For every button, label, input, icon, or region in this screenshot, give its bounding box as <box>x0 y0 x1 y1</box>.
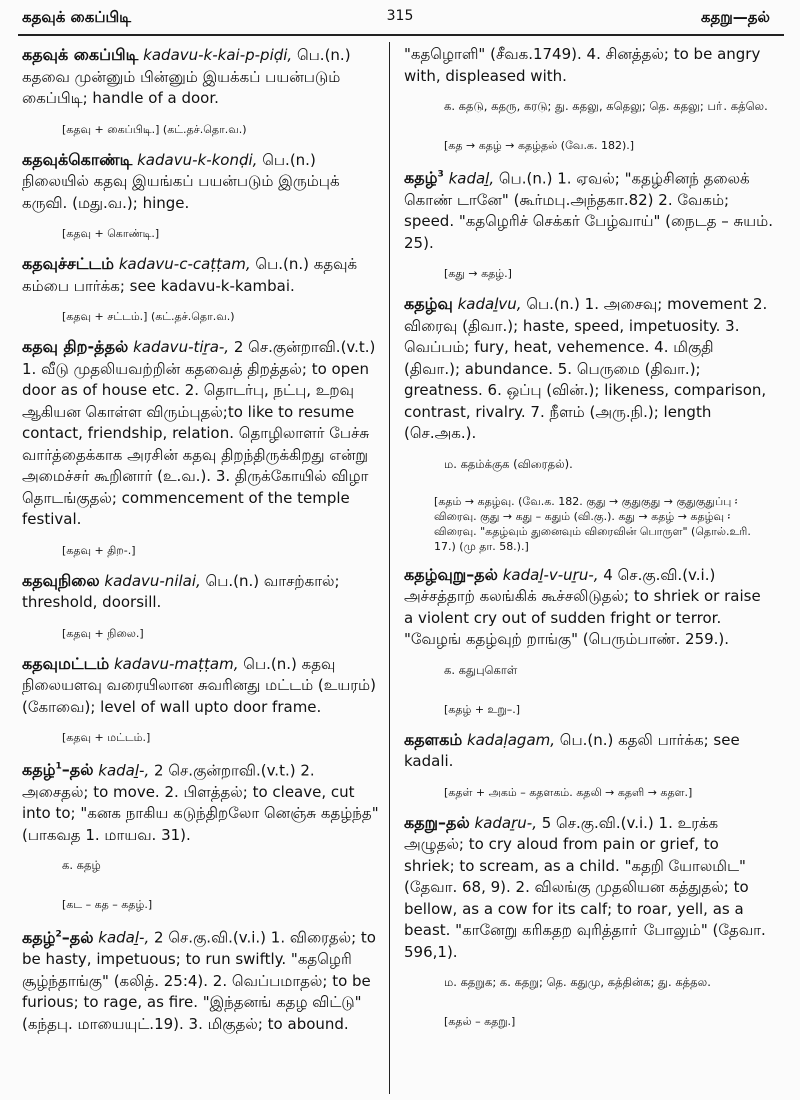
entry-definition: 2 செ.கு.வி.(v.i.) 1. விரைதல்; to be hasty, impetuous; to run swiftly. "கதழெரி சூழ்ந்தாங்கு" (கலித். 25:4). 2. வெப்பமாதல்; to be furious; to rage, as fire. "இந்தனங் கதழ விட்டு" (கந்தபு. மாயையுட்.19). 3. மிகுதல்; to abound. <box>22 928 376 1033</box>
dictionary-entry <box>22 336 380 531</box>
entry-definition: பெ.(n.) கதவை முன்னும் பின்னும் இயக்கப் பயன்படும் கைப்பிடி; handle of a door. <box>22 46 351 107</box>
column-divider <box>389 42 390 1094</box>
etymology-note: [கதவு + நிலை.] <box>62 626 144 640</box>
etymology-note: [கது → கதழ்.] <box>444 267 512 281</box>
etymology-note: [கதழ் + உறு–.] <box>444 702 521 716</box>
entry-transliteration: kadavu-maṭṭam, <box>113 654 239 673</box>
entry-transliteration: kadaḻ, <box>448 169 495 188</box>
entry-transliteration: kadaḻvu, <box>457 295 522 314</box>
entry-headword: கதவுச்சட்டம் <box>22 254 115 273</box>
entry-headword: கதறு–தல் <box>404 812 470 832</box>
dictionary-entry <box>22 253 380 297</box>
etymology-note: [கட – கத – கதழ்.] <box>62 898 153 912</box>
entry-definition: 2 செ.குன்றாவி.(v.t.) 1. வீடு முதலியவற்றின் கதவைத் திறத்தல்; to open door as of house etc. 2. தொடர்பு, நட்பு, உறவு ஆகியன கொள்ள விரும்புதல்;to like to resume contact, friendship, relation. தொழிலாளர் பேச்சு வார்த்தைக்காக அரசின் கதவு திறந்திருக்கிறது என்று அமைச்சர் கூறினார் (உ.வ.). 3. திருக்கோயில் விழா தொடங்குதல்; commencement of the temple festival. <box>22 338 376 528</box>
entry-headword: கதவுநிலை <box>22 570 100 590</box>
dictionary-entry <box>404 564 774 651</box>
etymology-note: [கதம் → கதழ்வு. (வே.க. 182. குது → குதுகுது → குதுகுதுப்பு ፡ விரைவு. குது → கது – கதும் (வி.கு.). கது → கதழ் → கதழ்வு ፡ விரைவு. "கதழ்வும் துனைவும் விரைவின் பொருள" (தொல்.உரி. 17.) (மு தா. 58.).] <box>434 494 751 553</box>
entry-transliteration: kadaḻ-, <box>98 928 150 947</box>
entry-transliteration: kadavu-k-konḍi, <box>137 150 258 169</box>
header-rule <box>18 34 784 36</box>
etymology-note: [கதவு + திற-.] <box>62 543 136 557</box>
cognate-note: ம. கதம்க்குக (விரைதல்). <box>444 456 573 471</box>
dictionary-entry <box>22 44 380 110</box>
etymology-note: [கதவு + கைப்பிடி.] (கட்.தச்.தொ.வ.) <box>62 122 247 136</box>
entry-headword: கதவுக் கைப்பிடி <box>22 45 139 64</box>
page-number: 315 <box>386 8 414 24</box>
entry-headword: கதழ்வு <box>404 294 453 314</box>
cognate-note: க. கதடு, கதரு, கரடு; து. கதலு, கதெலு; தெ. கதலு; பா். கத்லெ. <box>444 99 768 113</box>
entry-definition: பெ.(n.) கதவுக் கம்பை பார்க்க; see kadavu-k-kambai. <box>22 255 358 295</box>
cognate-note: க. கதுபுகொள் <box>444 662 518 677</box>
entry-transliteration: kadavu-c-caṭṭam, <box>118 255 251 273</box>
entry-headword: கதழ்$^2$–தல் <box>22 927 94 947</box>
dictionary-entry <box>22 924 380 1035</box>
entry-headword: கதழ்$^1$–தல் <box>22 760 94 780</box>
left-column <box>22 44 380 1035</box>
entry-headword: கதவு திற-த்தல் <box>22 337 129 356</box>
entry-definition: பெ.(n.) 1. அசைவு; movement 2. விரைவு (திவா.); haste, speed, impetuosity. 3. வெப்பம்; fury, heat, vehemence. 4. மிகுதி (திவா.); abundance. 5. பெருமை (திவா.); greatness. 6. ஒப்பு (வின்.); likeness, comparison, contrast, rivalry. 7. நீளம் (அரு.நி.); length (செ.அக.). <box>404 295 768 443</box>
entry-headword: கதவுமட்டம் <box>22 653 110 673</box>
entry-headword: கதழ்$^3$ <box>404 168 444 188</box>
right-guide-word: கதறு—தல் <box>700 8 770 26</box>
page-header <box>0 8 800 34</box>
entry-definition: பெ.(n.) கதலி பார்க்க; see kadali. <box>404 730 740 771</box>
dictionary-entry <box>404 293 774 445</box>
right-column <box>404 44 774 1041</box>
entry-definition: 4 செ.கு.வி.(v.i.) அச்சத்தாற் கலங்கிக் கூச்சலிடுதல்; to shriek or raise a violent cry out of sudden fright or terror. "வேழங் கதழ்வுற் றாங்கு" (பெரும்பாண். 259.). <box>404 565 761 649</box>
dictionary-entry <box>404 165 774 254</box>
entry-transliteration: kadaḷagam, <box>466 730 556 749</box>
entry-headword: கதளகம் <box>404 729 463 749</box>
etymology-note: [கதவு + சட்டம்.] (கட்.தச்.தொ.வ.) <box>62 310 235 323</box>
dictionary-entry <box>404 729 774 773</box>
dictionary-entry <box>22 149 380 215</box>
homonym-number: 3 <box>437 170 444 180</box>
entry-transliteration: kadaḻ-v-uṟu-, <box>502 565 599 584</box>
entry-definition: "கதழொளி" (சீவக.1749). 4. சினத்தல்; to be angry with, displeased with. <box>404 45 761 85</box>
etymology-note: [கதள் + அகம் – கதளகம். கதலி → கதளி → கதள.] <box>444 785 693 799</box>
entry-headword: கதவுக்கொண்டி <box>22 149 133 169</box>
dictionary-entry <box>22 653 380 719</box>
etymology-note: [கத → கதழ் → கதழ்தல் (வே.க. 182).] <box>444 139 635 152</box>
entry-definition: பெ.(n.) நிலையில் கதவு இயங்கப் பயன்படும் இரும்புக் கருவி. (மது.வ.); hinge. <box>22 150 340 212</box>
etymology-note: [கதல் – கதறு.] <box>444 1015 516 1029</box>
entry-transliteration: kadaḻ-, <box>98 761 150 780</box>
entry-definition: 2 செ.குன்றாவி.(v.t.) 2. அசைதல்; to move. 2. பிளத்தல்; to cleave, cut into to; "கனக நாகிய கடுந்திறலோ னெஞ்சு கதழ்ந்த" (பாகவத 1. மாயவ. 31). <box>22 761 379 844</box>
entry-transliteration: kadavu-nilai, <box>104 571 201 590</box>
etymology-note: [கதவு + மட்டம்.] <box>62 731 151 744</box>
dictionary-entry <box>22 570 380 614</box>
dictionary-entry <box>22 757 380 846</box>
entry-headword: கதழ்வுறு–தல் <box>404 564 498 584</box>
entry-transliteration: kadavu-tiṟa-, <box>133 338 230 356</box>
left-guide-word: கதவுக் கைப்பிடி <box>22 8 132 26</box>
entry-transliteration: kadaṟu-, <box>474 813 537 832</box>
cognate-note: ம. கதறுக; க. கதறு; தெ. கதுமு, கத்தின்க; து. கத்தல. <box>444 975 711 990</box>
homonym-number: 2 <box>55 929 62 940</box>
cognate-note: க. கதழ் <box>62 858 101 873</box>
entry-definition: பெ.(n.) கதவு நிலையளவு வரையிலான சுவரினது மட்டம் (உயரம்) (கோவை); level of wall upto door frame. <box>22 654 376 716</box>
dictionary-entry <box>404 44 774 87</box>
entry-definition: பெ.(n.) 1. ஏவல்; "கதழ்சினந் தலைக் கொண் டானே" (கூர்மபு.அந்தகா.82) 2. வேகம்; speed. "கதழெரிச் செக்கர் பேழ்வாய்" (நைடத – சுயம். 25). <box>404 169 774 252</box>
entry-definition: 5 செ.கு.வி.(v.i.) 1. உரக்க அழுதல்; to cry aloud from pain or grief, to shriek; to scream, as a child. "கதறி யோலமிட" (தேவா. 68, 9). 2. விலங்கு முதலியன கத்துதல்; to bellow, as a cow for its calf; to roar, yell, as a beast. "கானேறு கரிகதற வுரித்தாா் போலும்" (தேவா. 596,1). <box>404 813 766 961</box>
entry-definition: பெ.(n.) வாசற்கால்; threshold, doorsill. <box>22 571 340 611</box>
entry-transliteration: kadavu-k-kai-p-piḍi, <box>143 46 293 64</box>
etymology-note: [கதவு + கொண்டி.] <box>62 227 160 240</box>
dictionary-entry <box>404 812 774 964</box>
homonym-number: 1 <box>55 762 62 772</box>
